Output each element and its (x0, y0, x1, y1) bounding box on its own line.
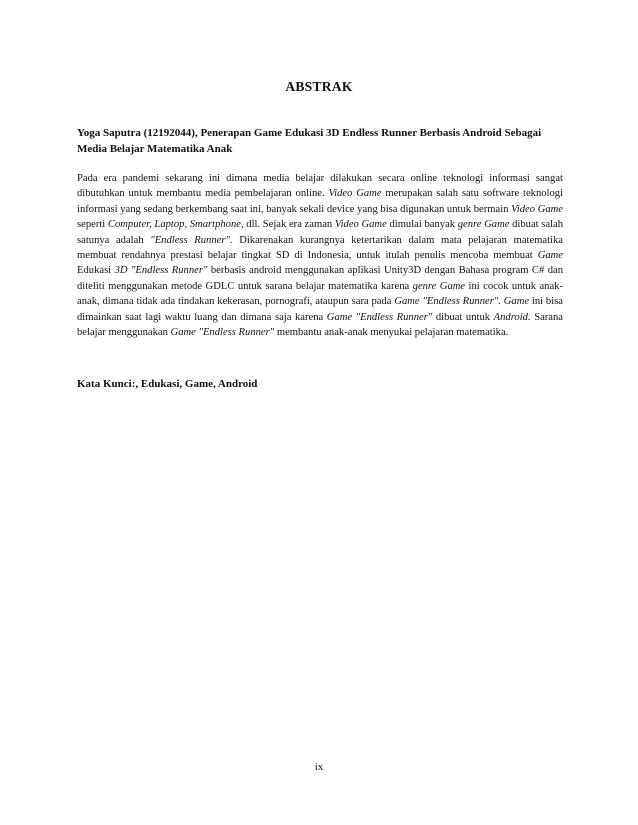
abstract-emphasis: Game (503, 296, 530, 308)
abstract-text: berbasis android menggunakan aplikasi Unity3D dengan Bahasa program C# dan diteliti menggunakan metode GDLC untuk sarana belajar matematika karena (77, 265, 563, 292)
abstract-emphasis: Game "Endless Runner". (394, 296, 501, 308)
abstract-heading (77, 125, 563, 157)
author-name: Yoga Saputra (77, 127, 141, 139)
page-number: ix (314, 761, 324, 773)
abstract-text: Edukasi (77, 265, 112, 277)
abstract-emphasis: Game "Endless Runner" (170, 327, 275, 339)
abstract-emphasis: Video Game (511, 203, 563, 215)
abstract-emphasis: Video Game (328, 188, 382, 200)
abstract-text: merupakan salah satu software teknologi informasi yang sedang berkembang saat ini, banyak sekali device yang bisa digunakan untuk bermain (77, 188, 564, 215)
abstract-text: Pada era pandemi sekarang ini dimana media belajar dilakukan secara online teknologi informasi sangat dibutuhkan untuk membantu media pembelajaran online. (77, 173, 563, 200)
abstract-text: dibuat salah satunya adalah (77, 219, 564, 246)
keywords: Kata Kunci:, Edukasi, Game, Android (77, 378, 258, 390)
abstract-text: seperti (77, 219, 106, 231)
page-title: ABSTRAK (285, 79, 353, 94)
abstract-emphasis: genre Game (412, 280, 466, 292)
abstract-text: membantu anak-anak menyukai pelajaran matematika. (276, 327, 509, 339)
abstract-text: dimulai banyak (389, 219, 456, 231)
abstract-text: ini bisa dimainkan saat lagi waktu luang dan dimana saja karena (77, 296, 563, 323)
abstract-text: dll. Sejak era zaman (246, 219, 333, 231)
author-id: (12192044) (143, 127, 195, 139)
abstract-emphasis: Android. (493, 311, 531, 323)
abstract-emphasis: Game (537, 250, 563, 262)
abstract-text: dibuat untuk (435, 311, 491, 323)
abstract-emphasis: Game "Endless Runner" (326, 311, 433, 323)
abstract-emphasis: Computer, Laptop, Smartphone, (107, 219, 244, 231)
abstract-emphasis: "Endless Runner". (150, 234, 233, 246)
abstract-text: ini cocok untuk anak-anak, dimana tidak ada tindakan kekerasan, pornografi, ataupun sara pada (77, 280, 563, 308)
abstract-emphasis: Video Game (334, 219, 387, 231)
abstract-text: Dikarenakan kurangnya ketertarikan dalam mata pelajaran matematika membuat rendahnya prestasi belajar tingkat SD di Indonesia, untuk itulah penulis mencoba membuat (77, 234, 563, 262)
abstract-text: Sarana belajar menggunakan (77, 311, 564, 339)
thesis-title: , Penerapan Game Edukasi 3D Endless Runner Berbasis Android Sebagai Media Belajar Matematika Anak (77, 127, 542, 155)
abstract-emphasis: 3D "Endless Runner" (114, 265, 208, 277)
abstract-body (77, 171, 563, 340)
abstract-emphasis: genre Game (457, 219, 510, 231)
